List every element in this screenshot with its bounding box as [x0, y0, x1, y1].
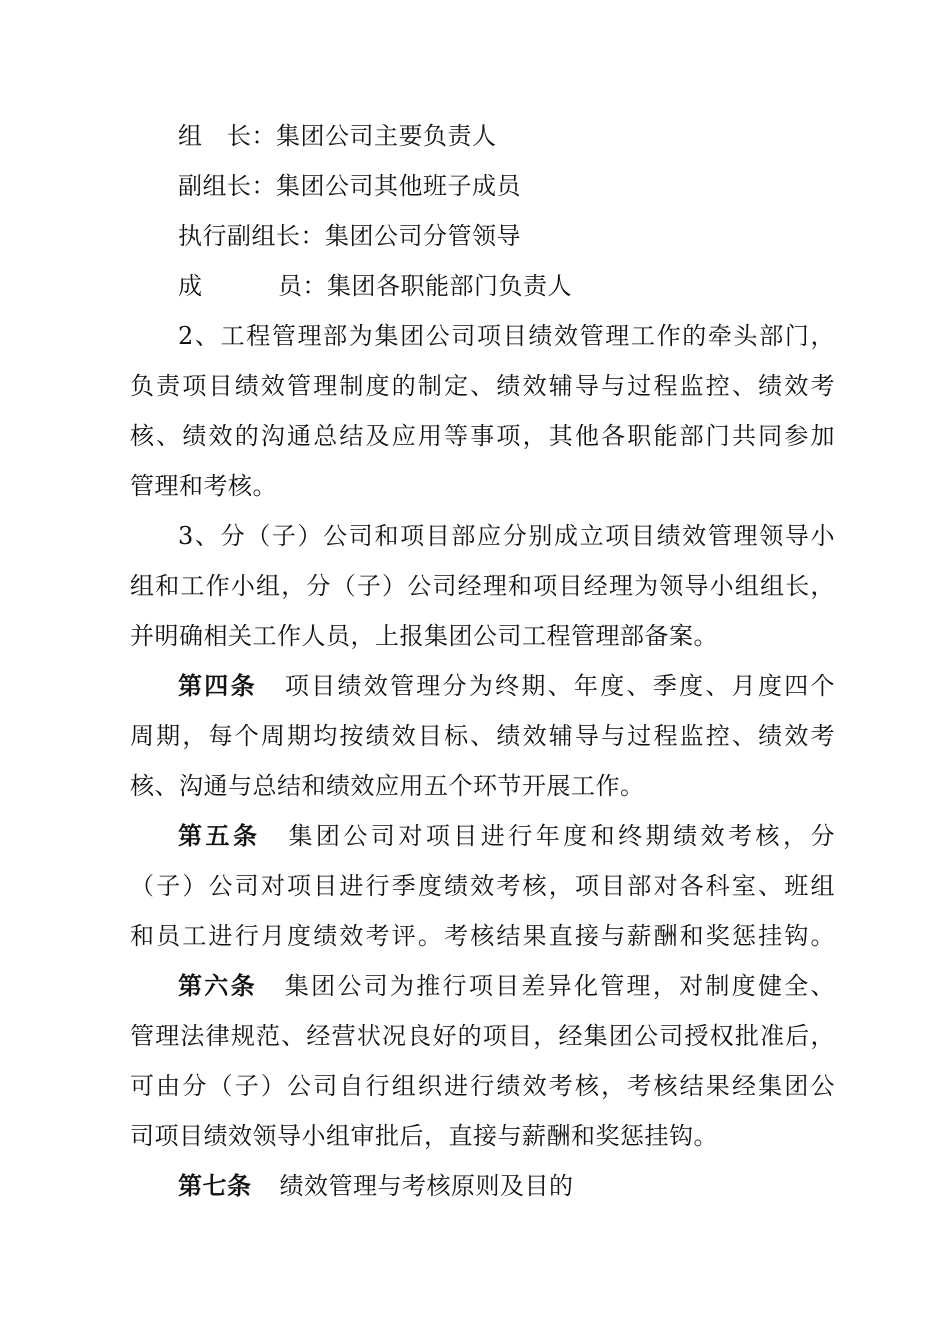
article6-text: 集团公司为推行项目差异化管理，对制度健全、 — [284, 972, 836, 1000]
deputy-row — [178, 166, 835, 206]
article5-text: 集团公司对项目进行年度和终期绩效考核，分 — [288, 822, 836, 850]
article7-label: 第七条 — [178, 1171, 252, 1200]
leader-row — [178, 116, 835, 156]
para2-line: 负责项目绩效管理制度的制定、绩效辅导与过程监控、绩效考 — [130, 372, 835, 400]
para3-line: 并明确相关工作人员，上报集团公司工程管理部备案。 — [130, 622, 718, 650]
article7-line — [178, 1166, 835, 1206]
article4-label: 第四条 — [178, 671, 257, 700]
exec-deputy-desc: 集团公司分管领导 — [325, 222, 521, 250]
article4-line: 周期，每个周期均按绩效目标、绩效辅导与过程监控、绩效考 — [130, 722, 835, 750]
article6-line: 司项目绩效领导小组审批后，直接与薪酬和奖惩挂钩。 — [130, 1122, 718, 1150]
leader-role: 组 长： — [178, 122, 276, 150]
article7-text: 绩效管理与考核原则及目的 — [279, 1172, 574, 1200]
exec-deputy-row — [178, 216, 835, 256]
para2-line: 2、工程管理部为集团公司项目绩效管理工作的牵头部门， — [178, 322, 835, 350]
article4-first-line — [178, 666, 835, 706]
members-role-char1: 成 — [178, 272, 203, 300]
article5-line: 和员工进行月度绩效考评。考核结果直接与薪酬和奖惩挂钩。 — [130, 922, 835, 950]
article4-text: 项目绩效管理分为终期、年度、季度、月度四个 — [284, 672, 836, 700]
article6-line: 管理法律规范、经营状况良好的项目，经集团公司授权批准后， — [130, 1022, 835, 1050]
members-role-char2: 员： — [278, 272, 327, 300]
article5-first-line — [178, 816, 835, 856]
deputy-desc: 集团公司其他班子成员 — [276, 172, 521, 200]
para3-line: 组和工作小组，分（子）公司经理和项目经理为领导小组组长， — [130, 572, 835, 600]
leader-desc: 集团公司主要负责人 — [276, 122, 497, 150]
deputy-role: 副组长： — [178, 172, 276, 200]
article6-first-line — [178, 966, 835, 1006]
article5-label: 第五条 — [178, 821, 261, 850]
article6-line: 可由分（子）公司自行组织进行绩效考核，考核结果经集团公 — [130, 1072, 835, 1100]
para2-line: 管理和考核。 — [130, 472, 277, 500]
members-desc: 集团各职能部门负责人 — [327, 272, 572, 300]
members-row — [178, 266, 835, 306]
article5-line: （子）公司对项目进行季度绩效考核，项目部对各科室、班组 — [130, 872, 835, 900]
para2-line: 核、绩效的沟通总结及应用等事项，其他各职能部门共同参加 — [130, 422, 835, 450]
article6-label: 第六条 — [178, 971, 257, 1000]
exec-deputy-role: 执行副组长： — [178, 222, 325, 250]
article4-line: 核、沟通与总结和绩效应用五个环节开展工作。 — [130, 772, 645, 800]
para3-line: 3、分（子）公司和项目部应分别成立项目绩效管理领导小 — [178, 522, 835, 550]
